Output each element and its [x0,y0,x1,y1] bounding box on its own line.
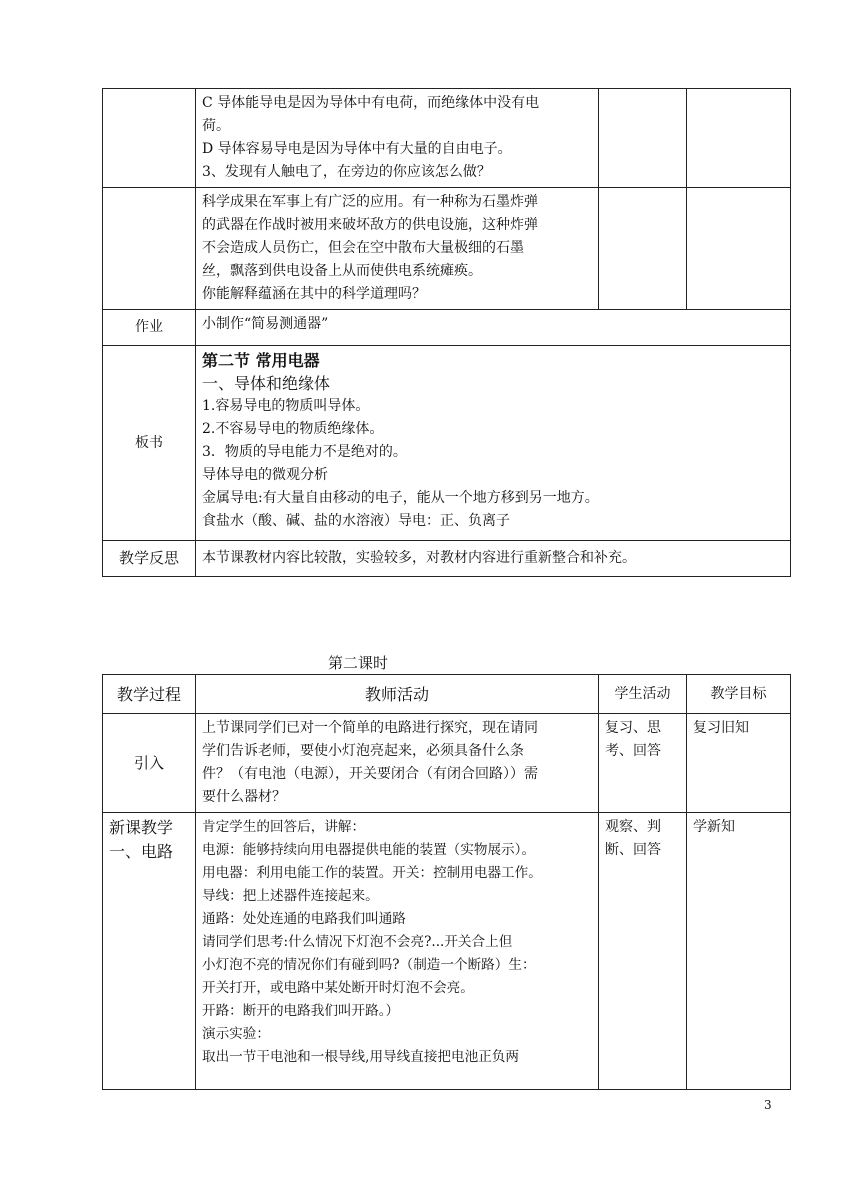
table-row [103,346,791,541]
text-line: 肯定学生的回答后，讲解： [202,819,366,835]
text-line: 不会造成人员伤亡，但会在空中散布大量极细的石墨 [202,240,524,256]
newlesson-label [103,813,196,1090]
text-line: 观察、判 [605,819,661,835]
text-line: 你能解释蕴涵在其中的科学道理吗？ [202,286,426,302]
text-line: 丝，飘落到供电设备上从而使供电系统瘫痪。 [202,263,482,279]
table-row [103,813,791,1090]
table-row [103,89,791,188]
text-line: 荷。 [202,118,230,134]
empty-cell [103,188,196,310]
homework-label: 作业 [103,310,196,346]
intro-student [599,714,687,813]
empty-cell [687,188,791,310]
text-line: 金属导电:有大量自由移动的电子，能从一个地方移到另一地方。 [202,490,599,506]
text-line: 开路：断开的电路我们叫开路。） [202,1003,400,1019]
table-header-row [103,675,791,714]
section-caption: 第二课时 [328,654,389,672]
empty-cell [599,89,687,188]
text-line: 要什么器材？ [202,789,286,805]
header-teacher: 教师活动 [196,675,599,714]
page-number: 3 [764,1098,772,1112]
text-line: 2.不容易导电的物质绝缘体。 [202,421,384,437]
table-row [103,188,791,310]
lesson-table-part1 [102,88,791,577]
text-line: 3．物质的导电能力不是绝对的。 [202,444,407,460]
science-cell [196,188,599,310]
text-line: 演示实验： [202,1026,270,1042]
text-line: 的武器在作战时被用来破坏敌方的供电设施，这种炸弹 [202,217,538,233]
blackboard-title: 第二节 常用电器 [202,351,320,370]
text-line: 导线：把上述器件连接起来。 [202,888,379,904]
text-line: 1.容易导电的物质叫导体。 [202,398,370,414]
text-line: D 导体容易导电是因为导体中有大量的自由电子。 [202,141,512,157]
text-line: 新课教学 [109,818,174,837]
text-line: 学们告诉老师，要使小灯泡亮起来，必须具备什么条 [202,743,524,759]
homework-text: 小制作“简易测通器” [196,310,791,346]
text-line: 开关打开，或电路中某处断开时灯泡不会亮。 [202,980,474,996]
text-line: 件？（有电池（电源），开关要闭合（有闭合回路））需 [202,766,538,782]
reflection-label: 教学反思 [103,541,196,577]
newlesson-teacher [196,813,599,1090]
empty-cell [103,89,196,188]
text-line: 电源：能够持续向用电器提供电能的装置（实物展示）。 [202,842,536,858]
lesson-table-part2 [102,674,791,1090]
text-line: 用电器：利用电能工作的装置。开关：控制用电器工作。 [202,865,542,881]
text-line: 上节课同学们已对一个简单的电路进行探究，现在请同 [202,720,538,736]
table-row [103,541,791,577]
text-line: 复习、思 [605,720,661,736]
text-line: 科学成果在军事上有广泛的应用。有一种称为石墨炸弹 [202,194,538,210]
blackboard-content [196,346,791,541]
text-line: 食盐水（酸、碱、盐的水溶液）导电：正、负离子 [202,513,510,529]
header-goal: 教学目标 [687,675,791,714]
intro-label: 引入 [103,714,196,813]
text-line: 一、电路 [109,842,174,861]
text-line: 导体导电的微观分析 [202,467,328,483]
intro-goal: 复习旧知 [687,714,791,813]
text-line: 3、发现有人触电了，在旁边的你应该怎么做？ [202,164,491,180]
text-line: 取出一节干电池和一根导线,用导线直接把电池正负两 [202,1049,519,1065]
text-line: 断、回答 [605,842,661,858]
text-line: 考、回答 [605,743,661,759]
text-line: 通路：处处连通的电路我们叫通路 [202,911,406,927]
intro-teacher [196,714,599,813]
options-cell [196,89,599,188]
empty-cell [687,89,791,188]
header-student: 学生活动 [599,675,687,714]
table-row [103,310,791,346]
reflection-text: 本节课教材内容比较散，实验较多，对教材内容进行重新整合和补充。 [196,541,791,577]
newlesson-goal: 学新知 [687,813,791,1090]
blackboard-subtitle: 一、导体和绝缘体 [202,374,331,393]
text-line: 小灯泡不亮的情况你们有碰到吗?（制造一个断路）生： [202,957,536,973]
text-line: C 导体能导电是因为导体中有电荷，而绝缘体中没有电 [202,95,540,111]
blackboard-label: 板书 [103,346,196,541]
empty-cell [599,188,687,310]
text-line: 请同学们思考:什么情况下灯泡不会亮?...开关合上但 [202,934,513,950]
header-process: 教学过程 [103,675,196,714]
table-row [103,714,791,813]
newlesson-student [599,813,687,1090]
